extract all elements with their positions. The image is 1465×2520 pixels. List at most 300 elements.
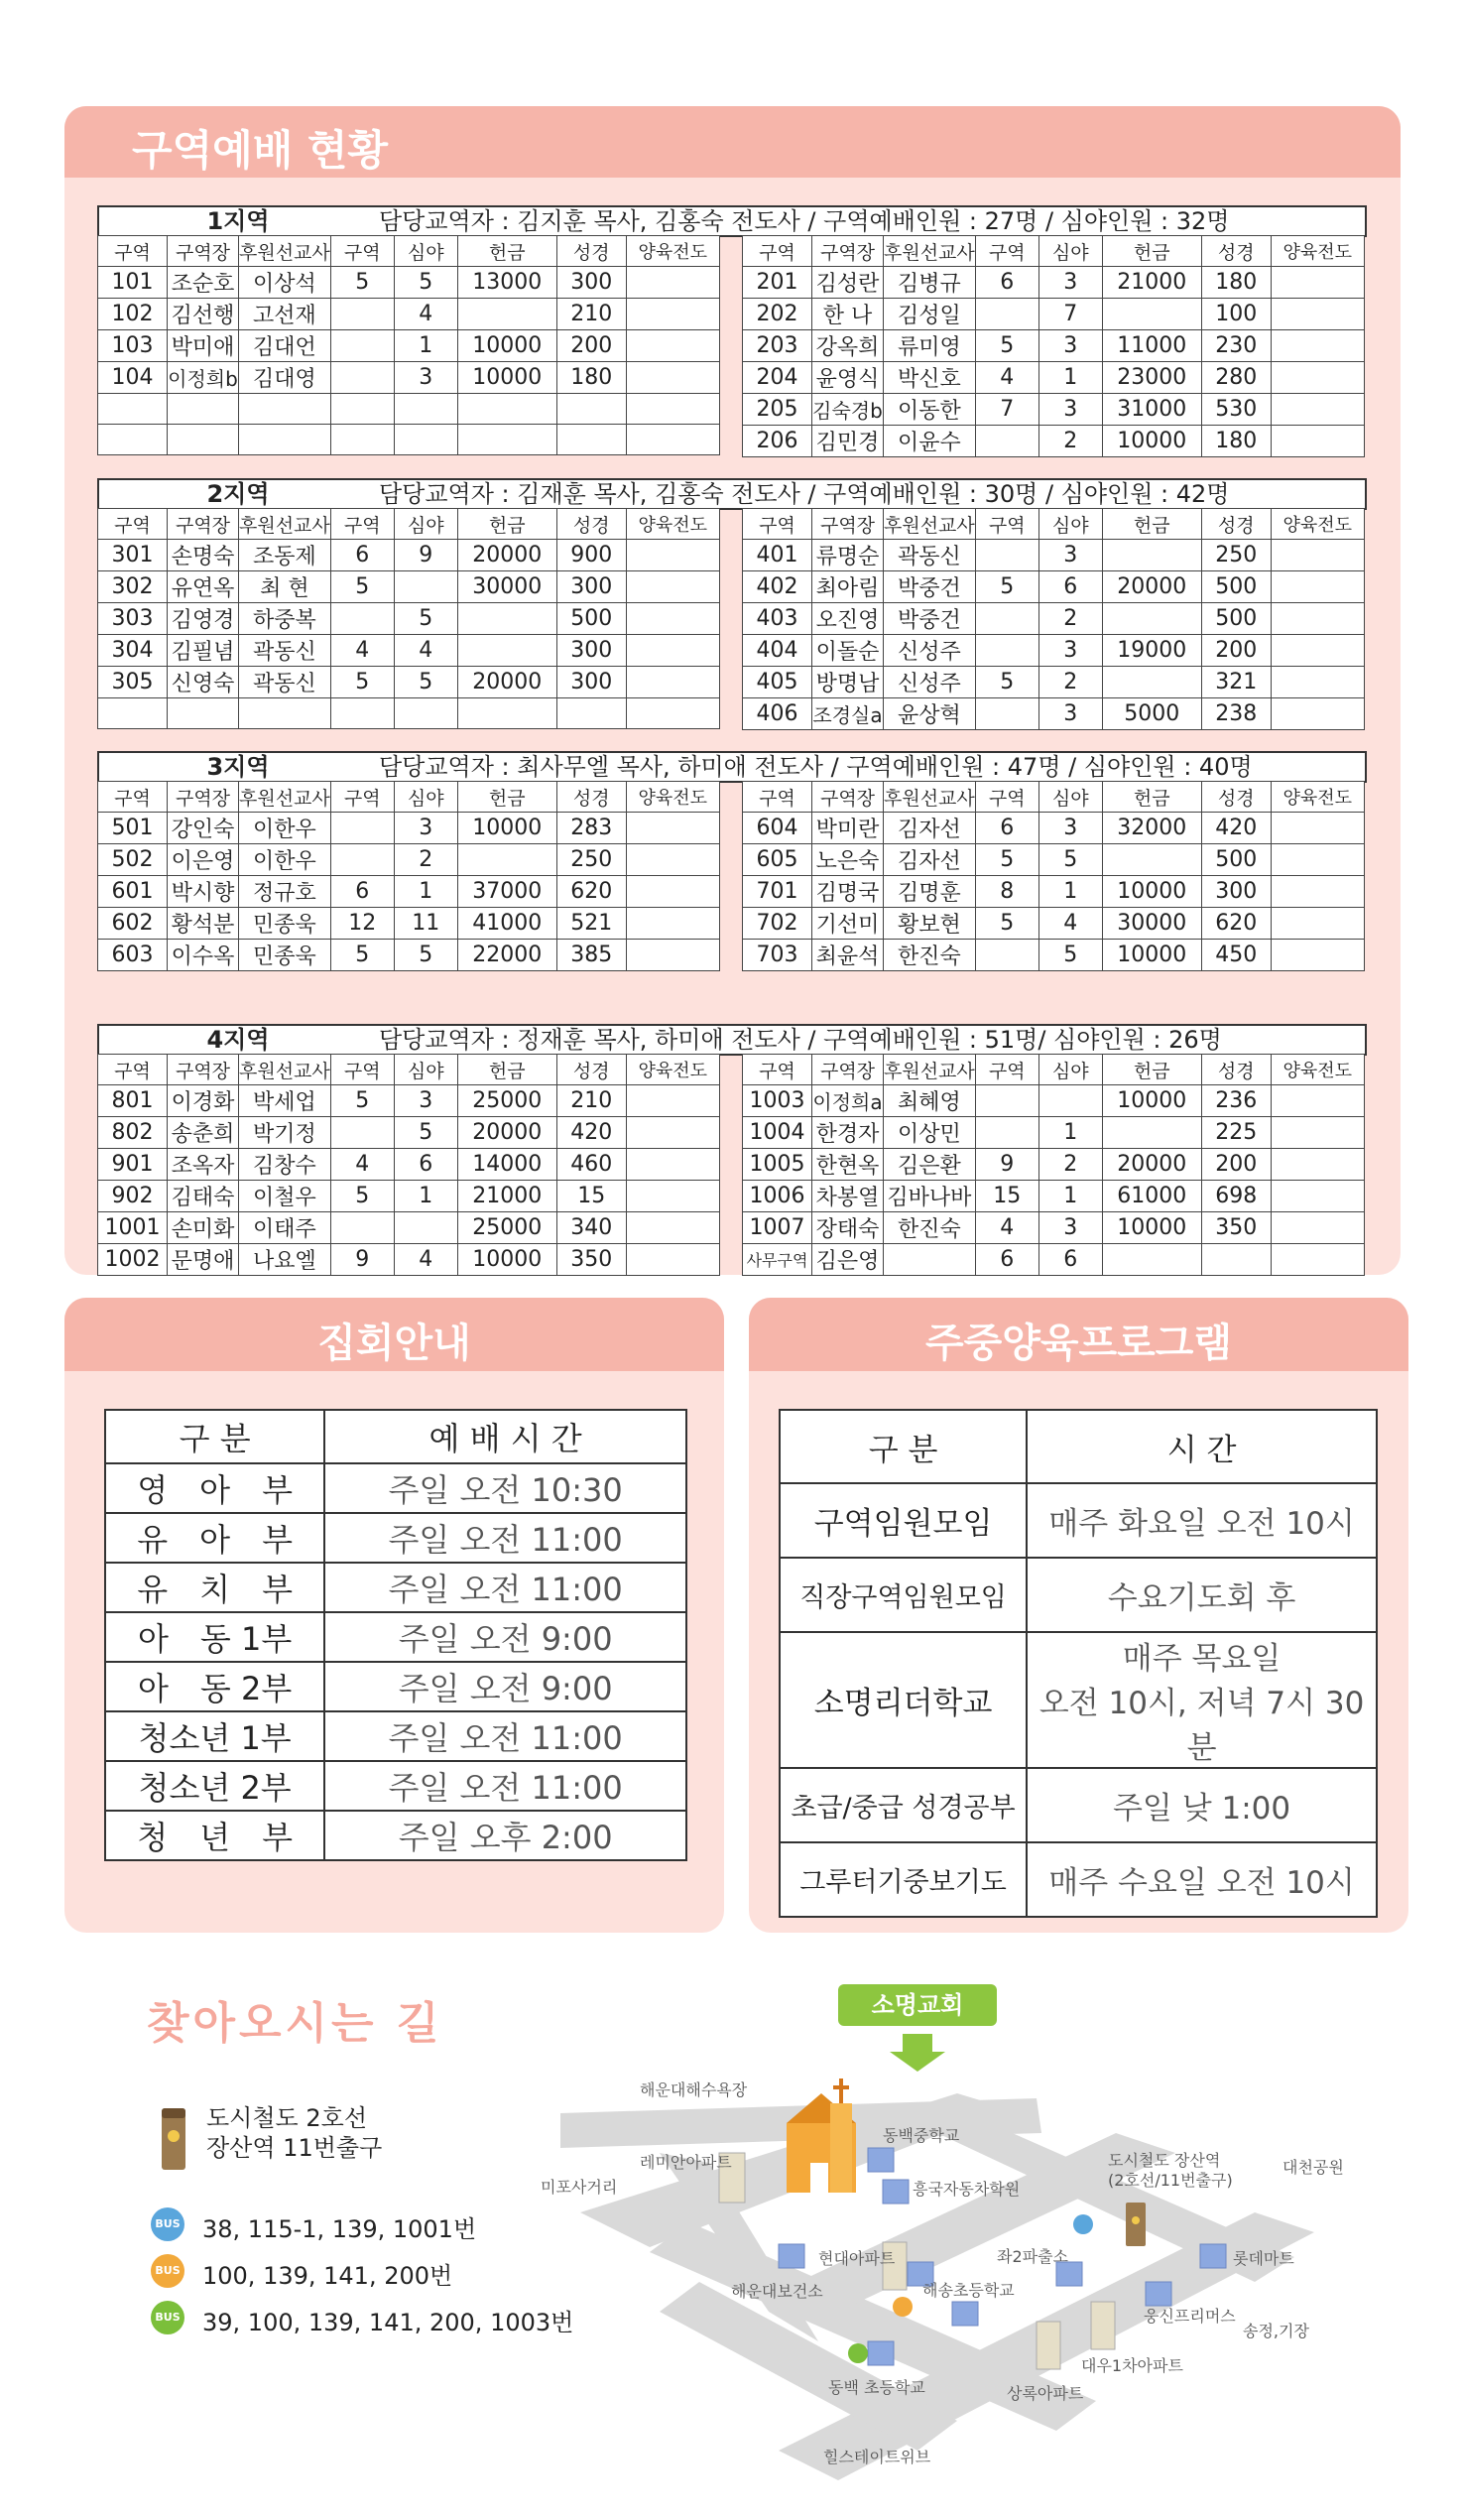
table-cell bbox=[1271, 571, 1364, 603]
table-cell: 3 bbox=[1038, 698, 1102, 730]
column-header: 구역장 bbox=[812, 509, 884, 540]
table-cell: 4 bbox=[1038, 908, 1102, 940]
table-cell: 이태주 bbox=[239, 1212, 331, 1244]
table-cell: 1003 bbox=[743, 1085, 812, 1117]
table-cell bbox=[556, 425, 626, 455]
table-cell: 강인숙 bbox=[168, 813, 239, 844]
column-header: 후원선교사 bbox=[884, 1055, 976, 1085]
column-header: 구역장 bbox=[168, 1055, 239, 1085]
region-info: 담당교역자 : 김재훈 목사, 김홍숙 전도사 / 구역예배인원 : 30명 / 심야인원 : 42명 bbox=[379, 480, 1230, 508]
table-cell: 460 bbox=[556, 1149, 626, 1181]
table-cell bbox=[239, 698, 331, 729]
table-cell: 신영숙 bbox=[168, 667, 239, 698]
table-row bbox=[780, 1768, 1377, 1842]
column-header: 구역 bbox=[975, 1055, 1038, 1085]
table-cell: 10000 bbox=[1102, 876, 1201, 908]
table-row bbox=[98, 330, 720, 362]
column-header: 후원선교사 bbox=[239, 509, 331, 540]
table-cell: 530 bbox=[1201, 394, 1271, 426]
table-cell: 3 bbox=[1038, 635, 1102, 667]
table-cell: 이상석 bbox=[239, 267, 331, 299]
table-cell: 1001 bbox=[98, 1212, 168, 1244]
table-cell: 신성주 bbox=[884, 635, 976, 667]
table-cell: 11000 bbox=[1102, 330, 1201, 362]
table-cell: 420 bbox=[556, 1117, 626, 1149]
table-row bbox=[105, 1761, 686, 1811]
table-cell: 901 bbox=[98, 1149, 168, 1181]
column-header: 헌금 bbox=[1102, 236, 1201, 267]
table-cell: 301 bbox=[98, 540, 168, 571]
table-cell: 401 bbox=[743, 540, 812, 571]
table-cell bbox=[1271, 1085, 1364, 1117]
zone-table-left bbox=[97, 1054, 720, 1276]
table-cell bbox=[626, 362, 719, 394]
column-header: 성경 bbox=[1201, 782, 1271, 813]
table-cell: 김필념 bbox=[168, 635, 239, 667]
region-header bbox=[97, 205, 1367, 237]
table-cell: 205 bbox=[743, 394, 812, 426]
map-label: 대천공원 bbox=[1282, 2158, 1344, 2177]
table-row bbox=[98, 299, 720, 330]
table-cell bbox=[626, 394, 719, 425]
map-label: 좌2파출소 bbox=[997, 2247, 1069, 2266]
table-cell: 6 bbox=[1038, 571, 1102, 603]
bus-icon: BUS bbox=[151, 2254, 184, 2288]
table-row bbox=[743, 1149, 1365, 1181]
table-cell bbox=[330, 394, 394, 425]
table-cell bbox=[330, 1212, 394, 1244]
table-cell bbox=[626, 844, 719, 876]
table-cell: 최혜영 bbox=[884, 1085, 976, 1117]
table-cell: 280 bbox=[1201, 362, 1271, 394]
table-cell: 조동제 bbox=[239, 540, 331, 571]
table-cell: 이정희a bbox=[812, 1085, 884, 1117]
table-cell: 602 bbox=[98, 908, 168, 940]
table-cell bbox=[626, 1181, 719, 1212]
table-cell: 2 bbox=[394, 844, 457, 876]
table-header-row bbox=[98, 509, 720, 540]
table-row bbox=[98, 813, 720, 844]
column-header: 구역 bbox=[743, 509, 812, 540]
table-cell bbox=[1271, 1181, 1364, 1212]
column-header: 구역 bbox=[98, 509, 168, 540]
table-header-row bbox=[743, 1055, 1365, 1085]
table-cell: 오진영 bbox=[812, 603, 884, 635]
table-row bbox=[98, 1085, 720, 1117]
table-cell bbox=[330, 299, 394, 330]
column-header: 후원선교사 bbox=[884, 236, 976, 267]
map-label: 흥국자동차학원 bbox=[913, 2180, 1021, 2199]
table-cell: 620 bbox=[1201, 908, 1271, 940]
table-cell bbox=[556, 698, 626, 729]
table-row bbox=[743, 1085, 1365, 1117]
table-cell: 5 bbox=[394, 1117, 457, 1149]
table-cell: 4 bbox=[975, 362, 1038, 394]
table-row bbox=[98, 394, 720, 425]
table-cell: 2 bbox=[1038, 603, 1102, 635]
table-cell: 210 bbox=[556, 299, 626, 330]
table-cell: 10000 bbox=[1102, 1212, 1201, 1244]
table-row bbox=[743, 394, 1365, 426]
column-header: 양육전도 bbox=[1271, 1055, 1364, 1085]
department-cell: 아 동 2부 bbox=[105, 1662, 324, 1711]
table-cell: 10000 bbox=[1102, 1085, 1201, 1117]
time-cell: 주일 오후 2:00 bbox=[324, 1811, 686, 1860]
arrow-down-icon bbox=[890, 2034, 945, 2072]
table-cell: 최 현 bbox=[239, 571, 331, 603]
table-row bbox=[98, 1117, 720, 1149]
table-cell: 1 bbox=[394, 330, 457, 362]
column-header: 후원선교사 bbox=[239, 1055, 331, 1085]
table-cell bbox=[1271, 908, 1364, 940]
table-row bbox=[105, 1513, 686, 1563]
zone-table-left bbox=[97, 235, 720, 455]
table-cell: 20000 bbox=[457, 667, 556, 698]
metro-line2: 장산역 11번출구 bbox=[206, 2134, 383, 2162]
column-header: 양육전도 bbox=[626, 236, 719, 267]
table-cell: 10000 bbox=[1102, 940, 1201, 971]
column-header: 양육전도 bbox=[626, 1055, 719, 1085]
time-cell: 주일 오전 10:30 bbox=[324, 1463, 686, 1513]
table-cell: 1 bbox=[1038, 1181, 1102, 1212]
table-cell: 한 나 bbox=[812, 299, 884, 330]
table-cell: 500 bbox=[556, 603, 626, 635]
table-cell: 김자선 bbox=[884, 844, 976, 876]
zone-table-right bbox=[742, 781, 1365, 971]
table-cell: 고선재 bbox=[239, 299, 331, 330]
table-cell: 1 bbox=[1038, 1117, 1102, 1149]
table-cell bbox=[457, 394, 556, 425]
table-row bbox=[98, 844, 720, 876]
table-header-row bbox=[780, 1410, 1377, 1483]
table-cell: 8 bbox=[975, 876, 1038, 908]
metro-line1: 도시철도 2호선 bbox=[206, 2104, 368, 2132]
table-cell: 황보현 bbox=[884, 908, 976, 940]
table-cell: 20000 bbox=[1102, 1149, 1201, 1181]
column-header: 심야 bbox=[394, 509, 457, 540]
table-cell bbox=[626, 330, 719, 362]
table-cell bbox=[394, 425, 457, 455]
table-cell: 21000 bbox=[1102, 267, 1201, 299]
table-header-row bbox=[743, 236, 1365, 267]
column-header: 구역장 bbox=[812, 1055, 884, 1085]
table-cell: 방명남 bbox=[812, 667, 884, 698]
table-cell bbox=[975, 635, 1038, 667]
table-cell bbox=[98, 698, 168, 729]
column-header: 헌금 bbox=[457, 509, 556, 540]
table-row bbox=[98, 667, 720, 698]
table-cell: 이한우 bbox=[239, 813, 331, 844]
table-cell: 6 bbox=[975, 267, 1038, 299]
table-row bbox=[780, 1483, 1377, 1558]
table-cell: 김병규 bbox=[884, 267, 976, 299]
table-cell bbox=[239, 425, 331, 455]
program-panel bbox=[749, 1298, 1408, 1933]
table-cell: 노은숙 bbox=[812, 844, 884, 876]
table-cell: 6 bbox=[975, 1244, 1038, 1276]
table-cell: 32000 bbox=[1102, 813, 1201, 844]
table-cell: 4 bbox=[394, 1244, 457, 1276]
table-cell: 박미애 bbox=[168, 330, 239, 362]
table-cell: 201 bbox=[743, 267, 812, 299]
column-header: 구역 bbox=[98, 236, 168, 267]
program-time-cell: 매주 목요일 오전 10시, 저녁 7시 30분 bbox=[1027, 1632, 1377, 1768]
region-name: 3지역 bbox=[206, 753, 270, 781]
program-time-cell: 매주 수요일 오전 10시 bbox=[1027, 1842, 1377, 1917]
table-cell: 류미영 bbox=[884, 330, 976, 362]
table-cell bbox=[1271, 1212, 1364, 1244]
table-cell: 5 bbox=[330, 940, 394, 971]
table-cell: 2 bbox=[1038, 667, 1102, 698]
table-cell: 23000 bbox=[1102, 362, 1201, 394]
table-cell bbox=[1271, 426, 1364, 457]
table-cell: 250 bbox=[1201, 540, 1271, 571]
table-cell: 김대영 bbox=[239, 362, 331, 394]
table-cell: 1004 bbox=[743, 1117, 812, 1149]
table-cell: 정규호 bbox=[239, 876, 331, 908]
table-cell: 김영경 bbox=[168, 603, 239, 635]
table-cell: 200 bbox=[1201, 635, 1271, 667]
table-row bbox=[743, 603, 1365, 635]
bus-routes: 38, 115-1, 139, 1001번 bbox=[202, 2215, 477, 2243]
table-row bbox=[743, 635, 1365, 667]
table-cell: 340 bbox=[556, 1212, 626, 1244]
table-cell: 박미란 bbox=[812, 813, 884, 844]
table-cell: 이정희b bbox=[168, 362, 239, 394]
table-row bbox=[105, 1463, 686, 1513]
region-info: 담당교역자 : 정재훈 목사, 하미애 전도사 / 구역예배인원 : 51명/ 심야인원 : 26명 bbox=[379, 1026, 1222, 1054]
table-cell: 이윤수 bbox=[884, 426, 976, 457]
table-cell bbox=[457, 425, 556, 455]
table-row bbox=[743, 667, 1365, 698]
directions-section bbox=[0, 1945, 1465, 2520]
assembly-title: 집회안내 bbox=[317, 1321, 471, 1366]
program-table bbox=[779, 1409, 1378, 1918]
table-cell bbox=[1102, 603, 1201, 635]
column-header: 심야 bbox=[394, 236, 457, 267]
table-row bbox=[98, 571, 720, 603]
zone-status-header bbox=[64, 106, 1401, 178]
church-building-icon bbox=[787, 2079, 856, 2193]
table-cell: 305 bbox=[98, 667, 168, 698]
table-cell: 14000 bbox=[457, 1149, 556, 1181]
table-cell: 곽동신 bbox=[884, 540, 976, 571]
map-label: 해송초등학교 bbox=[922, 2281, 1015, 2300]
table-row bbox=[98, 267, 720, 299]
table-cell bbox=[1102, 667, 1201, 698]
map-label: 롯데마트 bbox=[1233, 2249, 1294, 2268]
table-cell: 11 bbox=[394, 908, 457, 940]
bus-icon: BUS bbox=[151, 2207, 184, 2241]
table-cell bbox=[626, 667, 719, 698]
column-header: 구역 bbox=[330, 782, 394, 813]
table-cell: 385 bbox=[556, 940, 626, 971]
table-cell: 5 bbox=[330, 1085, 394, 1117]
table-cell: 민종욱 bbox=[239, 940, 331, 971]
table-cell: 5 bbox=[975, 667, 1038, 698]
table-row bbox=[743, 876, 1365, 908]
table-cell bbox=[626, 1117, 719, 1149]
table-cell: 강옥희 bbox=[812, 330, 884, 362]
table-row bbox=[743, 1117, 1365, 1149]
table-cell bbox=[975, 1085, 1038, 1117]
map-label: 힐스테이트위브 bbox=[823, 2448, 931, 2466]
table-cell: 5 bbox=[394, 267, 457, 299]
time-cell: 주일 오전 9:00 bbox=[324, 1662, 686, 1711]
table-cell: 605 bbox=[743, 844, 812, 876]
program-name-cell: 초급/중급 성경공부 bbox=[780, 1768, 1027, 1842]
table-cell: 한경자 bbox=[812, 1117, 884, 1149]
table-cell: 이경화 bbox=[168, 1085, 239, 1117]
assembly-panel bbox=[64, 1298, 724, 1933]
column-header: 양육전도 bbox=[1271, 509, 1364, 540]
map-label: 웅신프리머스 bbox=[1144, 2307, 1236, 2326]
assembly-table bbox=[104, 1409, 687, 1861]
table-cell: 4 bbox=[975, 1212, 1038, 1244]
department-cell: 아 동 1부 bbox=[105, 1612, 324, 1662]
table-cell: 10000 bbox=[1102, 426, 1201, 457]
table-cell: 김태숙 bbox=[168, 1181, 239, 1212]
map-label: 해운대보건소 bbox=[731, 2282, 823, 2301]
table-cell: 한진숙 bbox=[884, 940, 976, 971]
table-cell: 5 bbox=[975, 908, 1038, 940]
table-cell bbox=[1102, 1244, 1201, 1276]
table-cell: 이철우 bbox=[239, 1181, 331, 1212]
table-cell: 손미화 bbox=[168, 1212, 239, 1244]
table-cell: 박세업 bbox=[239, 1085, 331, 1117]
bus-routes: 100, 139, 141, 200번 bbox=[202, 2262, 453, 2290]
zone-table-left bbox=[97, 508, 720, 729]
column-header: 심야 bbox=[1038, 1055, 1102, 1085]
table-cell bbox=[975, 426, 1038, 457]
table-cell: 25000 bbox=[457, 1085, 556, 1117]
region-header bbox=[97, 1024, 1367, 1056]
table-cell: 1005 bbox=[743, 1149, 812, 1181]
table-cell: 김명훈 bbox=[884, 876, 976, 908]
table-cell: 104 bbox=[98, 362, 168, 394]
column-header: 성경 bbox=[1201, 1055, 1271, 1085]
column-header: 구역장 bbox=[812, 236, 884, 267]
table-cell bbox=[1271, 667, 1364, 698]
table-cell bbox=[626, 603, 719, 635]
column-header: 성경 bbox=[1201, 509, 1271, 540]
table-row bbox=[98, 425, 720, 455]
table-cell bbox=[626, 813, 719, 844]
table-cell: 9 bbox=[394, 540, 457, 571]
column-header: 헌금 bbox=[1102, 782, 1201, 813]
table-cell bbox=[168, 698, 239, 729]
bus-stop-icon bbox=[893, 2297, 913, 2317]
table-cell: 10000 bbox=[457, 1244, 556, 1276]
column-header: 양육전도 bbox=[626, 509, 719, 540]
table-cell bbox=[98, 425, 168, 455]
table-row bbox=[743, 813, 1365, 844]
table-cell: 조옥자 bbox=[168, 1149, 239, 1181]
table-cell: 최윤석 bbox=[812, 940, 884, 971]
column-header: 성경 bbox=[556, 1055, 626, 1085]
table-row bbox=[105, 1811, 686, 1860]
table-cell bbox=[457, 603, 556, 635]
table-cell: 5 bbox=[330, 267, 394, 299]
time-cell: 주일 오전 11:00 bbox=[324, 1513, 686, 1563]
map-label: 상록아파트 bbox=[1007, 2384, 1084, 2403]
table-cell: 13000 bbox=[457, 267, 556, 299]
table-cell: 조순호 bbox=[168, 267, 239, 299]
program-title: 주중양육프로그램 bbox=[924, 1321, 1233, 1366]
table-row bbox=[743, 1244, 1365, 1276]
column-header: 후원선교사 bbox=[884, 509, 976, 540]
column-header: 구역 bbox=[975, 509, 1038, 540]
table-row bbox=[98, 1212, 720, 1244]
column-header: 헌금 bbox=[1102, 1055, 1201, 1085]
table-cell bbox=[556, 394, 626, 425]
metro-icon bbox=[159, 2108, 188, 2170]
program-name-cell: 구역임원모임 bbox=[780, 1483, 1027, 1558]
table-cell bbox=[457, 635, 556, 667]
table-cell: 20000 bbox=[457, 1117, 556, 1149]
assembly-header bbox=[64, 1298, 724, 1371]
table-cell: 300 bbox=[556, 667, 626, 698]
table-cell: 이은영 bbox=[168, 844, 239, 876]
table-cell: 유연옥 bbox=[168, 571, 239, 603]
table-cell bbox=[975, 603, 1038, 635]
table-cell: 한진숙 bbox=[884, 1212, 976, 1244]
table-cell: 300 bbox=[1201, 876, 1271, 908]
table-cell: 한현옥 bbox=[812, 1149, 884, 1181]
table-cell: 601 bbox=[98, 876, 168, 908]
column-header: 후원선교사 bbox=[884, 782, 976, 813]
table-cell bbox=[626, 299, 719, 330]
location-map bbox=[541, 1984, 1394, 2480]
zone-table-right bbox=[742, 1054, 1365, 1276]
table-cell bbox=[626, 908, 719, 940]
bus-stop-icon bbox=[1073, 2214, 1093, 2234]
zone-table-left bbox=[97, 781, 720, 971]
table-row bbox=[98, 1244, 720, 1276]
table-cell: 250 bbox=[556, 844, 626, 876]
table-row bbox=[743, 267, 1365, 299]
table-cell: 405 bbox=[743, 667, 812, 698]
table-cell: 5 bbox=[975, 844, 1038, 876]
department-cell: 청소년 2부 bbox=[105, 1761, 324, 1811]
table-cell bbox=[1271, 330, 1364, 362]
region-name: 2지역 bbox=[206, 480, 270, 508]
table-cell bbox=[1271, 362, 1364, 394]
column-header: 구역 bbox=[743, 236, 812, 267]
table-header-row bbox=[105, 1410, 686, 1463]
column-header: 헌금 bbox=[457, 1055, 556, 1085]
column-header: 예 배 시 간 bbox=[324, 1410, 686, 1463]
table-cell: 20000 bbox=[457, 540, 556, 571]
table-cell: 3 bbox=[1038, 330, 1102, 362]
table-cell: 기선미 bbox=[812, 908, 884, 940]
table-cell: 702 bbox=[743, 908, 812, 940]
column-header: 성경 bbox=[1201, 236, 1271, 267]
table-row bbox=[98, 1181, 720, 1212]
church-name: 소명교회 bbox=[871, 1991, 964, 2019]
table-cell: 103 bbox=[98, 330, 168, 362]
table-cell: 박중건 bbox=[884, 571, 976, 603]
table-cell: 350 bbox=[1201, 1212, 1271, 1244]
table-cell: 900 bbox=[556, 540, 626, 571]
column-header: 양육전도 bbox=[1271, 236, 1364, 267]
region-header bbox=[97, 478, 1367, 510]
table-cell: 3 bbox=[1038, 394, 1102, 426]
table-cell: 12 bbox=[330, 908, 394, 940]
table-cell: 나요엘 bbox=[239, 1244, 331, 1276]
region-info: 담당교역자 : 김지훈 목사, 김홍숙 전도사 / 구역예배인원 : 27명 / 심야인원 : 32명 bbox=[379, 207, 1230, 235]
directions-title: 찾아오시는 길 bbox=[147, 1998, 443, 2049]
